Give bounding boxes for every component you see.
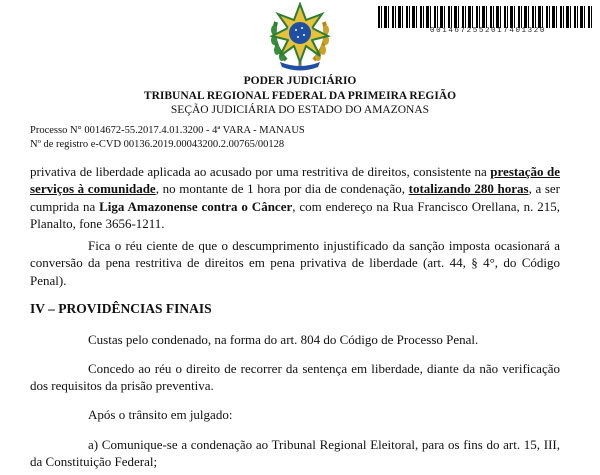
- section-heading: IV – PROVIDÊNCIAS FINAIS: [30, 301, 212, 316]
- barcode-number: 0014672552017401320: [430, 27, 546, 35]
- p1-text-1: privativa de liberdade aplicada ao acusado por uma restritiva de direitos, consistente na: [30, 164, 491, 179]
- process-number: Processo N° 0014672-55.2017.4.01.3200 - 4ª VARA - MANAUS: [30, 125, 305, 136]
- registration-number: Nº de registro e-CVD 00136.2019.00043200.2.00765/00128: [30, 139, 285, 150]
- paragraph-costs: Custas pelo condenado, na forma do art. 804 do Código de Processo Penal.: [88, 332, 479, 347]
- paragraph-warning: Fica o réu ciente de que o descumprimento injustificado da sanção imposta ocasionará a conversão da pena restritiva de direitos em pena privativa de liberdade (art. 44, § 4°, do Código Penal).: [30, 238, 560, 288]
- barcode: [378, 6, 593, 28]
- p1-bold-service: prestação de serviços à comunidade: [30, 164, 560, 197]
- header-line-1: PODER JUDICIÁRIO: [243, 75, 357, 87]
- paragraph-appeal: Concedo ao réu o direito de recorrer da sentença em liberdade, diante da não verificação dos requisitos da prisão preventiva.: [30, 361, 560, 394]
- paragraph-after-judgment: Após o trânsito em julgado:: [88, 407, 233, 422]
- p1-bold-hours: totalizando 280 horas: [408, 181, 529, 197]
- header-line-3: SEÇÃO JUDICIÁRIA DO ESTADO DO AMAZONAS: [170, 104, 430, 116]
- paragraph-sentence-conversion: [30, 163, 560, 233]
- p1-text-4: , com endereço na Rua Francisco Orellana, n. 215, Planalto, fone 3656-1211.: [30, 198, 560, 232]
- p1-bold-institution: Liga Amazonense contra o Câncer: [99, 198, 293, 214]
- paragraph-item-a: a) Comunique-se a condenação ao Tribunal Regional Eleitoral, para os fins do art. 15, III, da Constituição Federal;: [30, 437, 560, 470]
- brazil-coat-of-arms-icon: [262, 2, 338, 72]
- header-line-2: TRIBUNAL REGIONAL FEDERAL DA PRIMEIRA REGIÃO: [143, 90, 457, 102]
- p1-text-3: , a ser cumprida na: [30, 181, 561, 214]
- p1-text-2: , no montante de 1 hora por dia de condenação,: [155, 181, 409, 197]
